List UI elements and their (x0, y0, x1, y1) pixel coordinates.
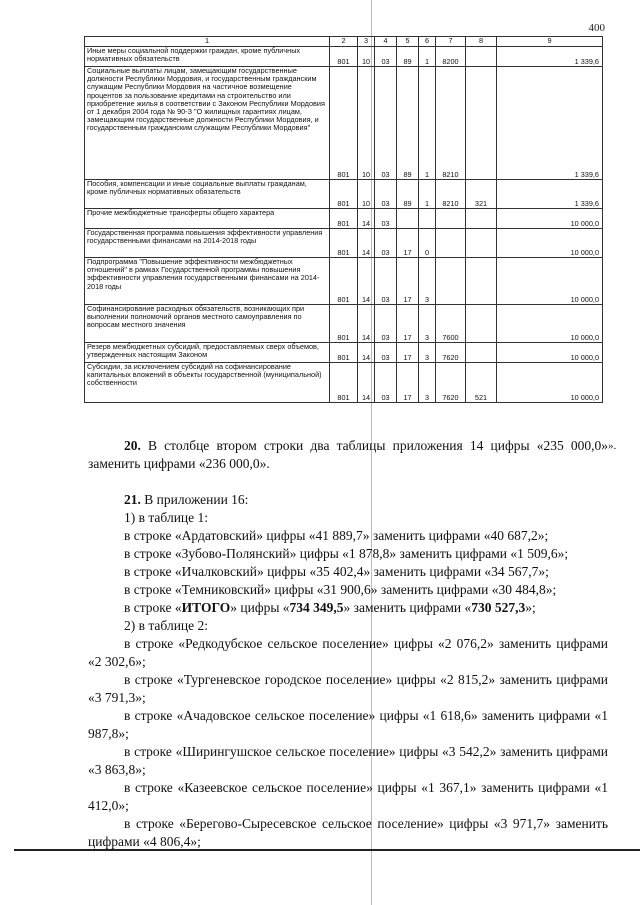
cell-5 (397, 209, 419, 229)
cell-5: 89 (397, 67, 419, 180)
amendment-text (88, 437, 608, 851)
column-header: 4 (375, 37, 397, 47)
cell-2: 801 (330, 180, 358, 209)
cell-7: 8210 (436, 67, 466, 180)
cell-5: 17 (397, 305, 419, 343)
column-header: 7 (436, 37, 466, 47)
amendment-line: в строке «Берегово-Сыресевское сельское поселение» цифры «3 971,7» заменить цифрами «4 806,4»; (88, 816, 608, 849)
cell-5: 89 (397, 47, 419, 67)
cell-3: 14 (358, 305, 375, 343)
cell-5: 17 (397, 229, 419, 258)
cell-7: 7620 (436, 343, 466, 363)
cell-2: 801 (330, 209, 358, 229)
cell-6: 3 (419, 258, 436, 305)
row-label: Софинансирование расходных обязательств, возникающих при выполнении полномочий органов местного самоуправления по вопросам местного значения (85, 305, 330, 343)
table-row (85, 209, 603, 229)
cell-4: 03 (375, 363, 397, 403)
paragraph-21: 21. В приложении 16: (124, 492, 249, 507)
cell-6: 1 (419, 67, 436, 180)
table-row (85, 180, 603, 209)
row-label: Субсидии, за исключением субсидий на софинансирование капитальных вложений в объекты государственной (муниципальной) собственности (85, 363, 330, 403)
column-header: 9 (497, 37, 603, 47)
cell-8 (466, 343, 497, 363)
budget-table (84, 36, 603, 403)
cell-6 (419, 209, 436, 229)
table-row (85, 343, 603, 363)
cell-2: 801 (330, 258, 358, 305)
cell-7 (436, 229, 466, 258)
bottom-rule (14, 849, 640, 851)
cell-4: 03 (375, 229, 397, 258)
paragraph-20: 20. В столбце втором строки два таблицы приложения 14 цифры «235 000,0» заменить цифрами «236 000,0». (88, 438, 608, 471)
amendment-line: в строке «Темниковский» цифры «31 900,6» заменить цифрами «30 484,8»; (124, 582, 557, 597)
table-close-quote: ». (608, 440, 617, 452)
cell-8 (466, 229, 497, 258)
table-row (85, 229, 603, 258)
subheading-table-2: 2) в таблице 2: (124, 618, 209, 633)
cell-7 (436, 258, 466, 305)
item-number: 20. (124, 438, 141, 453)
column-header: 3 (358, 37, 375, 47)
column-header: 2 (330, 37, 358, 47)
cell-4: 03 (375, 47, 397, 67)
cell-6: 3 (419, 305, 436, 343)
row-label: Подпрограмма "Повышение эффективности межбюджетных отношений" в рамках Государственной программы повышения эффективности управления государственными финансами на 2014-2018 годы (85, 258, 330, 305)
column-header: 5 (397, 37, 419, 47)
item-number: 21. (124, 492, 141, 507)
cell-9: 10 000,0 (497, 258, 603, 305)
cell-2: 801 (330, 305, 358, 343)
table-row (85, 258, 603, 305)
cell-9: 1 339,6 (497, 67, 603, 180)
row-label: Пособия, компенсации и иные социальные выплаты гражданам, кроме публичных нормативных обязательств (85, 180, 330, 209)
cell-8 (466, 67, 497, 180)
cell-9: 10 000,0 (497, 363, 603, 403)
amendment-line: в строке «Ардатовский» цифры «41 889,7» заменить цифрами «40 687,2»; (124, 528, 549, 543)
table-row (85, 67, 603, 180)
cell-9: 10 000,0 (497, 343, 603, 363)
subheading-table-1: 1) в таблице 1: (124, 510, 209, 525)
cell-6: 3 (419, 363, 436, 403)
cell-9: 10 000,0 (497, 305, 603, 343)
cell-6: 1 (419, 180, 436, 209)
row-label: Государственная программа повышения эффективности управления государственными финансами на 2014-2018 годы (85, 229, 330, 258)
cell-3: 10 (358, 47, 375, 67)
amendment-line: в строке «Редкодубское сельское поселение» цифры «2 076,2» заменить цифрами «2 302,6»; (88, 636, 608, 669)
cell-4: 03 (375, 180, 397, 209)
amendment-line: в строке «Тургеневское городское поселение» цифры «2 815,2» заменить цифрами «3 791,3»; (88, 672, 608, 705)
cell-4: 03 (375, 209, 397, 229)
cell-7: 8200 (436, 47, 466, 67)
cell-3: 10 (358, 67, 375, 180)
row-label: Прочие межбюджетные трансферты общего характера (85, 209, 330, 229)
column-header: 8 (466, 37, 497, 47)
cell-2: 801 (330, 47, 358, 67)
cell-7: 7620 (436, 363, 466, 403)
table-row (85, 363, 603, 403)
cell-8 (466, 305, 497, 343)
row-label: Социальные выплаты лицам, замещающим государственные должности Республики Мордовия, и государственным гражданским служащим Республики Мордовия на частичное возмещение процентов за пользование кредитами на строительство или приобретение жилья в соответствии с Законом Республики Мордовия от 1 декабря 2004 года № 90-З "О жилищных гарантиях лицам, замещающим государственные должности Республики Мордовия, и государственным гражданским служащим Республики Мордовия" (85, 67, 330, 180)
cell-5: 17 (397, 258, 419, 305)
cell-2: 801 (330, 363, 358, 403)
cell-4: 03 (375, 67, 397, 180)
cell-2: 801 (330, 229, 358, 258)
column-header: 1 (85, 37, 330, 47)
cell-7: 8210 (436, 180, 466, 209)
cell-3: 14 (358, 343, 375, 363)
amendment-line: в строке «Казеевское сельское поселение» цифры «1 367,1» заменить цифрами «1 412,0»; (88, 780, 608, 813)
cell-6: 0 (419, 229, 436, 258)
amendment-line: в строке «Зубово-Полянский» цифры «1 878,8» заменить цифрами «1 509,6»; (124, 546, 569, 561)
cell-2: 801 (330, 343, 358, 363)
cell-9: 10 000,0 (497, 209, 603, 229)
cell-8: 521 (466, 363, 497, 403)
cell-3: 14 (358, 209, 375, 229)
cell-9: 1 339,6 (497, 180, 603, 209)
cell-8 (466, 47, 497, 67)
cell-8 (466, 209, 497, 229)
cell-4: 03 (375, 305, 397, 343)
cell-7 (436, 209, 466, 229)
cell-4: 03 (375, 258, 397, 305)
cell-7: 7600 (436, 305, 466, 343)
row-label: Резерв межбюджетных субсидий, предоставляемых сверх объемов, утвержденных настоящим Законом (85, 343, 330, 363)
cell-8: 321 (466, 180, 497, 209)
page-number: 400 (588, 22, 605, 34)
amendment-line-total: в строке «ИТОГО» цифры «734 349,5» заменить цифрами «730 527,3»; (124, 600, 536, 615)
amendment-line: в строке «Ширингушское сельское поселение» цифры «3 542,2» заменить цифрами «3 863,8»; (88, 744, 608, 777)
amendment-line: в строке «Ичалковский» цифры «35 402,4» заменить цифрами «34 567,7»; (124, 564, 549, 579)
cell-3: 14 (358, 258, 375, 305)
cell-6: 3 (419, 343, 436, 363)
cell-3: 14 (358, 229, 375, 258)
cell-8 (466, 258, 497, 305)
cell-5: 89 (397, 180, 419, 209)
column-header: 6 (419, 37, 436, 47)
row-label: Иные меры социальной поддержки граждан, кроме публичных нормативных обязательств (85, 47, 330, 67)
cell-6: 1 (419, 47, 436, 67)
table-header-row (85, 37, 603, 47)
cell-9: 10 000,0 (497, 229, 603, 258)
cell-4: 03 (375, 343, 397, 363)
amendment-line: в строке «Ачадовское сельское поселение» цифры «1 618,6» заменить цифрами «1 987,8»; (88, 708, 608, 741)
cell-3: 14 (358, 363, 375, 403)
table-row (85, 47, 603, 67)
table-row (85, 305, 603, 343)
cell-5: 17 (397, 363, 419, 403)
cell-2: 801 (330, 67, 358, 180)
cell-5: 17 (397, 343, 419, 363)
cell-3: 10 (358, 180, 375, 209)
cell-9: 1 339,6 (497, 47, 603, 67)
